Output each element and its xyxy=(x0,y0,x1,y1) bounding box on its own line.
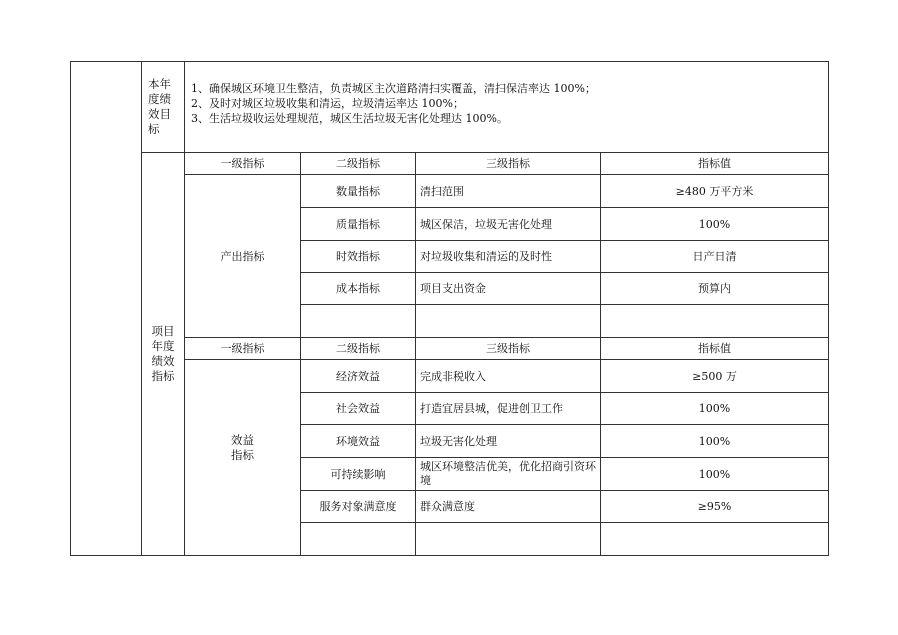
level3-cell: 城区保洁，垃圾无害化处理 xyxy=(416,208,601,241)
header-level3: 三级指标 xyxy=(416,338,601,360)
header-level1: 一级指标 xyxy=(185,153,301,175)
goal-text-cell xyxy=(185,62,829,153)
header-level2: 二级指标 xyxy=(301,338,416,360)
goal-label-line: 本年 xyxy=(148,77,171,91)
header-level2: 二级指标 xyxy=(301,153,416,175)
table-row xyxy=(71,360,829,393)
header-value: 指标值 xyxy=(601,338,829,360)
level3-cell: 完成非税收入 xyxy=(416,360,601,393)
table-row xyxy=(71,175,829,208)
level2-cell xyxy=(301,523,416,556)
level3-cell: 群众满意度 xyxy=(416,491,601,523)
value-cell: 100% xyxy=(601,208,829,241)
indicators-label-line: 项目 xyxy=(151,324,175,338)
value-cell: 预算内 xyxy=(601,273,829,305)
value-cell xyxy=(601,305,829,338)
level3-cell: 垃圾无害化处理 xyxy=(416,425,601,458)
level2-cell: 可持续影响 xyxy=(301,458,416,491)
level2-cell: 环境效益 xyxy=(301,425,416,458)
header-level1: 一级指标 xyxy=(185,338,301,360)
goal-item: 1、确保城区环境卫生整洁，负责城区主次道路清扫实覆盖，清扫保洁率达 100%； xyxy=(191,81,596,95)
benefit-category xyxy=(185,360,301,556)
goal-item: 2、及时对城区垃圾收集和清运，垃圾清运率达 100%； xyxy=(191,96,464,110)
value-cell: 100% xyxy=(601,425,829,458)
output-category: 产出指标 xyxy=(185,175,301,338)
benefit-category-line: 效益 xyxy=(231,432,254,447)
level3-cell: 清扫范围 xyxy=(416,175,601,208)
benefit-category-line: 指标 xyxy=(231,447,254,462)
level2-cell: 服务对象满意度 xyxy=(301,491,416,523)
goal-label-line: 标 xyxy=(148,122,160,136)
goal-label-line: 效目 xyxy=(148,107,171,121)
performance-table xyxy=(70,61,829,556)
left-blank-cell xyxy=(71,62,142,556)
value-cell: ≥500 万 xyxy=(601,360,829,393)
goal-label xyxy=(142,62,185,153)
level3-cell xyxy=(416,305,601,338)
level3-cell: 项目支出资金 xyxy=(416,273,601,305)
value-cell xyxy=(601,523,829,556)
level3-cell: 城区环境整洁优美，优化招商引资环境 xyxy=(416,458,601,491)
value-cell: ≥95% xyxy=(601,491,829,523)
header-row xyxy=(71,153,829,175)
header-level3: 三级指标 xyxy=(416,153,601,175)
level2-cell: 社会效益 xyxy=(301,393,416,425)
level2-cell xyxy=(301,305,416,338)
level2-cell: 数量指标 xyxy=(301,175,416,208)
level3-cell: 打造宜居县城，促进创卫工作 xyxy=(416,393,601,425)
goal-item: 3、生活垃圾收运处理规范，城区生活垃圾无害化处理达 100%。 xyxy=(191,111,508,125)
indicators-label-line: 年度 xyxy=(151,339,175,353)
level2-cell: 质量指标 xyxy=(301,208,416,241)
indicators-label-line: 绩效 xyxy=(151,354,175,368)
level2-cell: 经济效益 xyxy=(301,360,416,393)
level3-cell: 对垃圾收集和清运的及时性 xyxy=(416,241,601,273)
goal-row xyxy=(71,62,829,153)
value-cell: 100% xyxy=(601,458,829,491)
level2-cell: 成本指标 xyxy=(301,273,416,305)
level2-cell: 时效指标 xyxy=(301,241,416,273)
header-value: 指标值 xyxy=(601,153,829,175)
indicators-label-line: 指标 xyxy=(151,369,175,383)
value-cell: ≥480 万平方米 xyxy=(601,175,829,208)
level3-cell xyxy=(416,523,601,556)
goal-label-line: 度绩 xyxy=(148,92,171,106)
header-row xyxy=(71,338,829,360)
indicators-label xyxy=(142,153,185,556)
value-cell: 日产日清 xyxy=(601,241,829,273)
value-cell: 100% xyxy=(601,393,829,425)
